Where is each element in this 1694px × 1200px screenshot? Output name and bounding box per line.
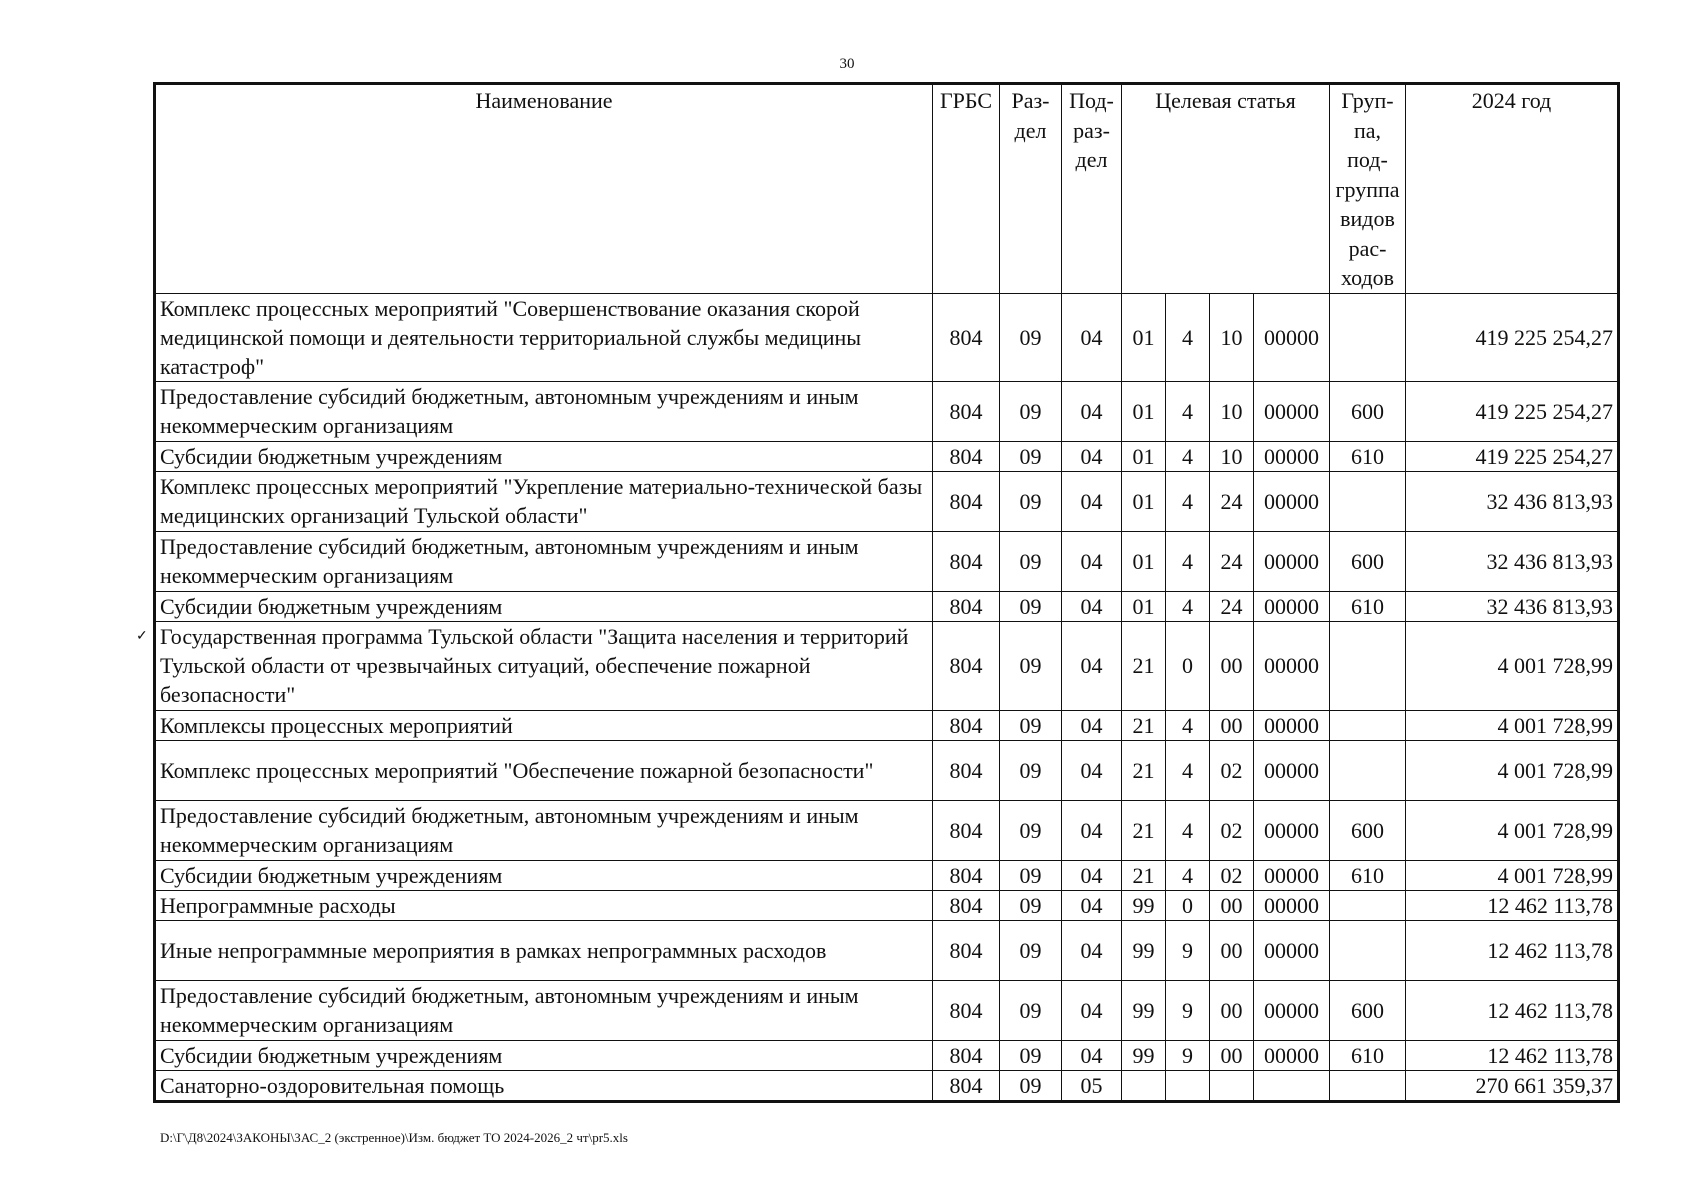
cell-t4: 00000: [1254, 591, 1330, 621]
cell-t4: 00000: [1254, 860, 1330, 890]
cell-t3: 10: [1210, 441, 1254, 471]
cell-rz: 09: [1000, 890, 1062, 920]
cell-t3: 24: [1210, 591, 1254, 621]
cell-grp: 600: [1330, 980, 1406, 1040]
table-row: [155, 1070, 1619, 1101]
cell-pr: 04: [1062, 860, 1122, 890]
cell-t3: [1210, 1070, 1254, 1101]
cell-grp: 610: [1330, 441, 1406, 471]
cell-grp: [1330, 621, 1406, 710]
budget-table: [153, 82, 1620, 1103]
cell-rz: 09: [1000, 860, 1062, 890]
cell-t1: 21: [1122, 710, 1166, 740]
header-group: Груп- па, под- группа видов рас- ходов: [1330, 84, 1406, 294]
table-row: [155, 621, 1619, 710]
cell-pr: 04: [1062, 800, 1122, 860]
cell-t1: 21: [1122, 860, 1166, 890]
cell-t2: 9: [1166, 920, 1210, 980]
cell-pr: 05: [1062, 1070, 1122, 1101]
cell-grbs: 804: [933, 591, 1000, 621]
cell-grp: 610: [1330, 1040, 1406, 1070]
cell-t2: 0: [1166, 621, 1210, 710]
cell-rz: 09: [1000, 920, 1062, 980]
table-header-row: [155, 84, 1619, 294]
cell-t1: 01: [1122, 293, 1166, 381]
cell-grp: [1330, 1070, 1406, 1101]
cell-grp: 610: [1330, 860, 1406, 890]
cell-t2: 4: [1166, 293, 1210, 381]
cell-name: Субсидии бюджетным учреждениям: [155, 860, 933, 890]
cell-t2: 4: [1166, 591, 1210, 621]
cell-rz: 09: [1000, 621, 1062, 710]
cell-t4: [1254, 1070, 1330, 1101]
cell-name: Предоставление субсидий бюджетным, автономным учреждениям и иным некоммерческим организациям: [155, 531, 933, 591]
cell-grbs: 804: [933, 381, 1000, 441]
cell-t3: 02: [1210, 860, 1254, 890]
cell-t4: 00000: [1254, 980, 1330, 1040]
cell-grbs: 804: [933, 980, 1000, 1040]
cell-t3: 00: [1210, 920, 1254, 980]
cell-t2: 4: [1166, 471, 1210, 531]
cell-grp: [1330, 920, 1406, 980]
cell-grbs: 804: [933, 860, 1000, 890]
cell-t4: 00000: [1254, 1040, 1330, 1070]
cell-t2: 4: [1166, 800, 1210, 860]
cell-amount: 12 462 113,78: [1406, 920, 1619, 980]
cell-t1: 99: [1122, 1040, 1166, 1070]
table-row: [155, 293, 1619, 381]
cell-name: Государственная программа Тульской области "Защита населения и территорий Тульской области от чрезвычайных ситуаций, обеспечение пожарной безопасности": [155, 621, 933, 710]
cell-rz: 09: [1000, 531, 1062, 591]
cell-t1: 01: [1122, 591, 1166, 621]
cell-t2: 4: [1166, 860, 1210, 890]
cell-amount: 12 462 113,78: [1406, 980, 1619, 1040]
cell-t4: 00000: [1254, 471, 1330, 531]
cell-rz: 09: [1000, 591, 1062, 621]
cell-pr: 04: [1062, 1040, 1122, 1070]
cell-t4: 00000: [1254, 920, 1330, 980]
page-number: 30: [839, 56, 855, 72]
cell-name: Предоставление субсидий бюджетным, автономным учреждениям и иным некоммерческим организациям: [155, 381, 933, 441]
cell-t1: 99: [1122, 980, 1166, 1040]
cell-grp: [1330, 293, 1406, 381]
table-row: [155, 1040, 1619, 1070]
cell-pr: 04: [1062, 441, 1122, 471]
cell-t3: 00: [1210, 1040, 1254, 1070]
header-target: Целевая статья: [1122, 84, 1330, 294]
cell-amount: 4 001 728,99: [1406, 740, 1619, 800]
cell-grp: [1330, 890, 1406, 920]
cell-name: Комплекс процессных мероприятий "Обеспечение пожарной безопасности": [155, 740, 933, 800]
header-grbs: ГРБС: [933, 84, 1000, 294]
cell-t1: 21: [1122, 740, 1166, 800]
table-row: [155, 740, 1619, 800]
cell-amount: 4 001 728,99: [1406, 860, 1619, 890]
cell-pr: 04: [1062, 890, 1122, 920]
cell-t3: 02: [1210, 740, 1254, 800]
cell-rz: 09: [1000, 740, 1062, 800]
cell-name: Непрограммные расходы: [155, 890, 933, 920]
cell-t2: 4: [1166, 740, 1210, 800]
cell-name: Субсидии бюджетным учреждениям: [155, 591, 933, 621]
table-row: [155, 800, 1619, 860]
table-row: [155, 860, 1619, 890]
cell-pr: 04: [1062, 920, 1122, 980]
cell-grbs: 804: [933, 710, 1000, 740]
cell-grbs: 804: [933, 293, 1000, 381]
cell-t4: 00000: [1254, 531, 1330, 591]
cell-pr: 04: [1062, 980, 1122, 1040]
cell-name: Санаторно-оздоровительная помощь: [155, 1070, 933, 1101]
cell-t1: 99: [1122, 920, 1166, 980]
cell-rz: 09: [1000, 980, 1062, 1040]
cell-grbs: 804: [933, 800, 1000, 860]
cell-pr: 04: [1062, 740, 1122, 800]
cell-t1: 01: [1122, 531, 1166, 591]
cell-rz: 09: [1000, 441, 1062, 471]
cell-t4: 00000: [1254, 621, 1330, 710]
cell-t1: 01: [1122, 381, 1166, 441]
cell-amount: 419 225 254,27: [1406, 381, 1619, 441]
cell-name: Предоставление субсидий бюджетным, автономным учреждениям и иным некоммерческим организациям: [155, 980, 933, 1040]
cell-name: Комплекс процессных мероприятий "Укрепление материально-технической базы медицинских организаций Тульской области": [155, 471, 933, 531]
table-row: [155, 531, 1619, 591]
cell-t3: 24: [1210, 471, 1254, 531]
cell-name: Субсидии бюджетным учреждениям: [155, 1040, 933, 1070]
cell-grp: [1330, 471, 1406, 531]
cell-t4: 00000: [1254, 293, 1330, 381]
cell-amount: 32 436 813,93: [1406, 471, 1619, 531]
cell-t2: 9: [1166, 1040, 1210, 1070]
check-mark-icon: ✓: [136, 629, 148, 644]
cell-t3: 00: [1210, 710, 1254, 740]
cell-amount: 4 001 728,99: [1406, 710, 1619, 740]
cell-grbs: 804: [933, 1070, 1000, 1101]
cell-name: Иные непрограммные мероприятия в рамках непрограммных расходов: [155, 920, 933, 980]
cell-pr: 04: [1062, 531, 1122, 591]
cell-t3: 00: [1210, 980, 1254, 1040]
cell-amount: 12 462 113,78: [1406, 1040, 1619, 1070]
table-row: [155, 920, 1619, 980]
cell-grbs: 804: [933, 740, 1000, 800]
cell-t2: 0: [1166, 890, 1210, 920]
cell-grbs: 804: [933, 471, 1000, 531]
cell-t4: 00000: [1254, 710, 1330, 740]
cell-grbs: 804: [933, 890, 1000, 920]
cell-rz: 09: [1000, 1040, 1062, 1070]
cell-t1: 01: [1122, 441, 1166, 471]
cell-amount: 419 225 254,27: [1406, 441, 1619, 471]
cell-grp: 600: [1330, 800, 1406, 860]
cell-t3: 02: [1210, 800, 1254, 860]
cell-grp: 600: [1330, 531, 1406, 591]
cell-pr: 04: [1062, 621, 1122, 710]
cell-t1: 99: [1122, 890, 1166, 920]
cell-amount: 4 001 728,99: [1406, 800, 1619, 860]
cell-name: Предоставление субсидий бюджетным, автономным учреждениям и иным некоммерческим организациям: [155, 800, 933, 860]
cell-name: Субсидии бюджетным учреждениям: [155, 441, 933, 471]
cell-t2: [1166, 1070, 1210, 1101]
cell-grbs: 804: [933, 621, 1000, 710]
cell-t4: 00000: [1254, 381, 1330, 441]
cell-name: Комплексы процессных мероприятий: [155, 710, 933, 740]
table-row: [155, 591, 1619, 621]
cell-t4: 00000: [1254, 740, 1330, 800]
cell-pr: 04: [1062, 471, 1122, 531]
cell-t1: [1122, 1070, 1166, 1101]
cell-amount: 4 001 728,99: [1406, 621, 1619, 710]
table-row: [155, 890, 1619, 920]
table-row: [155, 980, 1619, 1040]
cell-name: Комплекс процессных мероприятий "Совершенствование оказания скорой медицинской помощи и деятельности территориальной службы медицины катастроф": [155, 293, 933, 381]
cell-grp: 600: [1330, 381, 1406, 441]
cell-grbs: 804: [933, 1040, 1000, 1070]
cell-t3: 00: [1210, 621, 1254, 710]
cell-t3: 24: [1210, 531, 1254, 591]
cell-t1: 21: [1122, 800, 1166, 860]
cell-rz: 09: [1000, 471, 1062, 531]
cell-rz: 09: [1000, 710, 1062, 740]
cell-rz: 09: [1000, 293, 1062, 381]
cell-pr: 04: [1062, 710, 1122, 740]
cell-t1: 21: [1122, 621, 1166, 710]
table-row: [155, 471, 1619, 531]
table-body: [155, 293, 1619, 1101]
table-row: [155, 710, 1619, 740]
cell-t2: 4: [1166, 531, 1210, 591]
table-row: [155, 381, 1619, 441]
cell-rz: 09: [1000, 1070, 1062, 1101]
footer-file-path: D:\Г\Д8\2024\ЗАКОНЫ\ЗАС_2 (экстренное)\Изм. бюджет ТО 2024-2026_2 чт\pr5.xls: [160, 1130, 628, 1145]
cell-amount: 419 225 254,27: [1406, 293, 1619, 381]
table-row: [155, 441, 1619, 471]
cell-amount: 270 661 359,37: [1406, 1070, 1619, 1101]
cell-grp: [1330, 740, 1406, 800]
cell-t2: 4: [1166, 441, 1210, 471]
cell-grbs: 804: [933, 531, 1000, 591]
cell-grbs: 804: [933, 920, 1000, 980]
cell-amount: 32 436 813,93: [1406, 591, 1619, 621]
cell-grbs: 804: [933, 441, 1000, 471]
cell-pr: 04: [1062, 381, 1122, 441]
cell-grp: 610: [1330, 591, 1406, 621]
cell-rz: 09: [1000, 800, 1062, 860]
cell-t3: 10: [1210, 381, 1254, 441]
cell-t4: 00000: [1254, 890, 1330, 920]
cell-pr: 04: [1062, 293, 1122, 381]
cell-t4: 00000: [1254, 441, 1330, 471]
cell-t1: 01: [1122, 471, 1166, 531]
cell-rz: 09: [1000, 381, 1062, 441]
header-podrazdel: Под- раз- дел: [1062, 84, 1122, 294]
cell-pr: 04: [1062, 591, 1122, 621]
cell-t4: 00000: [1254, 800, 1330, 860]
cell-t3: 10: [1210, 293, 1254, 381]
cell-t3: 00: [1210, 890, 1254, 920]
cell-t2: 4: [1166, 381, 1210, 441]
cell-amount: 32 436 813,93: [1406, 531, 1619, 591]
header-name: Наименование: [155, 84, 933, 294]
cell-grp: [1330, 710, 1406, 740]
cell-amount: 12 462 113,78: [1406, 890, 1619, 920]
header-year: 2024 год: [1406, 84, 1619, 294]
header-razdel: Раз- дел: [1000, 84, 1062, 294]
cell-t2: 4: [1166, 710, 1210, 740]
cell-t2: 9: [1166, 980, 1210, 1040]
